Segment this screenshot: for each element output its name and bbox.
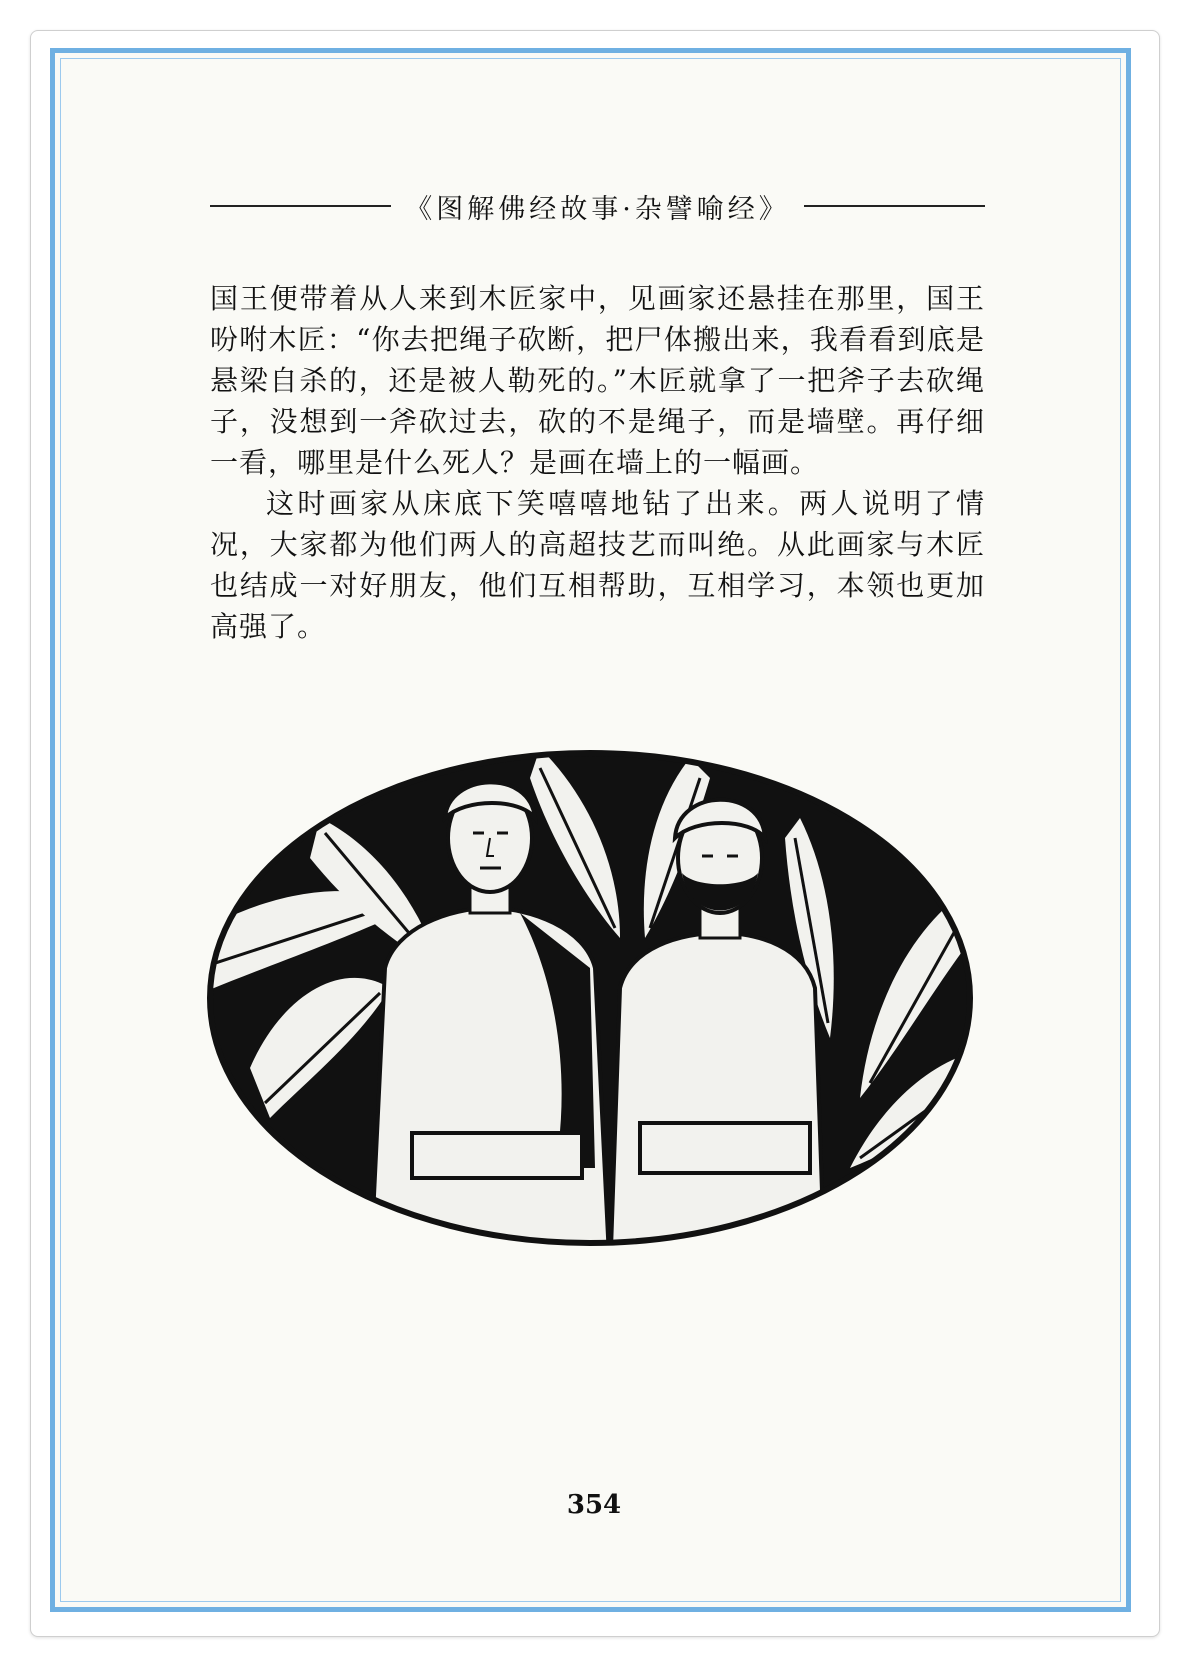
paragraph-1: 国王便带着从人来到木匠家中，见画家还悬挂在那里，国王吩咐木匠：“你去把绳子砍断，把尸体搬出来，我看看到底是悬梁自杀的，还是被人勒死的。”木匠就拿了一把斧子去砍绳子，没想到一斧砍过去，砍的不是绳子，而是墙壁。再仔细一看，哪里是什么死人？是画在墙上的一幅画。 [210, 282, 985, 479]
running-header [210, 186, 985, 226]
header-rule-left [210, 205, 391, 207]
page-number: 354 [566, 1490, 622, 1520]
body-text [210, 278, 985, 647]
header-rule-right [804, 205, 985, 207]
illustration [190, 738, 990, 1278]
paragraph-2: 这时画家从床底下笑嘻嘻地钻了出来。两人说明了情况，大家都为他们两人的高超技艺而叫绝。从此画家与木匠也结成一对好朋友，他们互相帮助，互相学习，本领也更加高强了。 [210, 487, 985, 643]
header-title: 《图解佛经故事·杂譬喻经》 [405, 193, 790, 225]
